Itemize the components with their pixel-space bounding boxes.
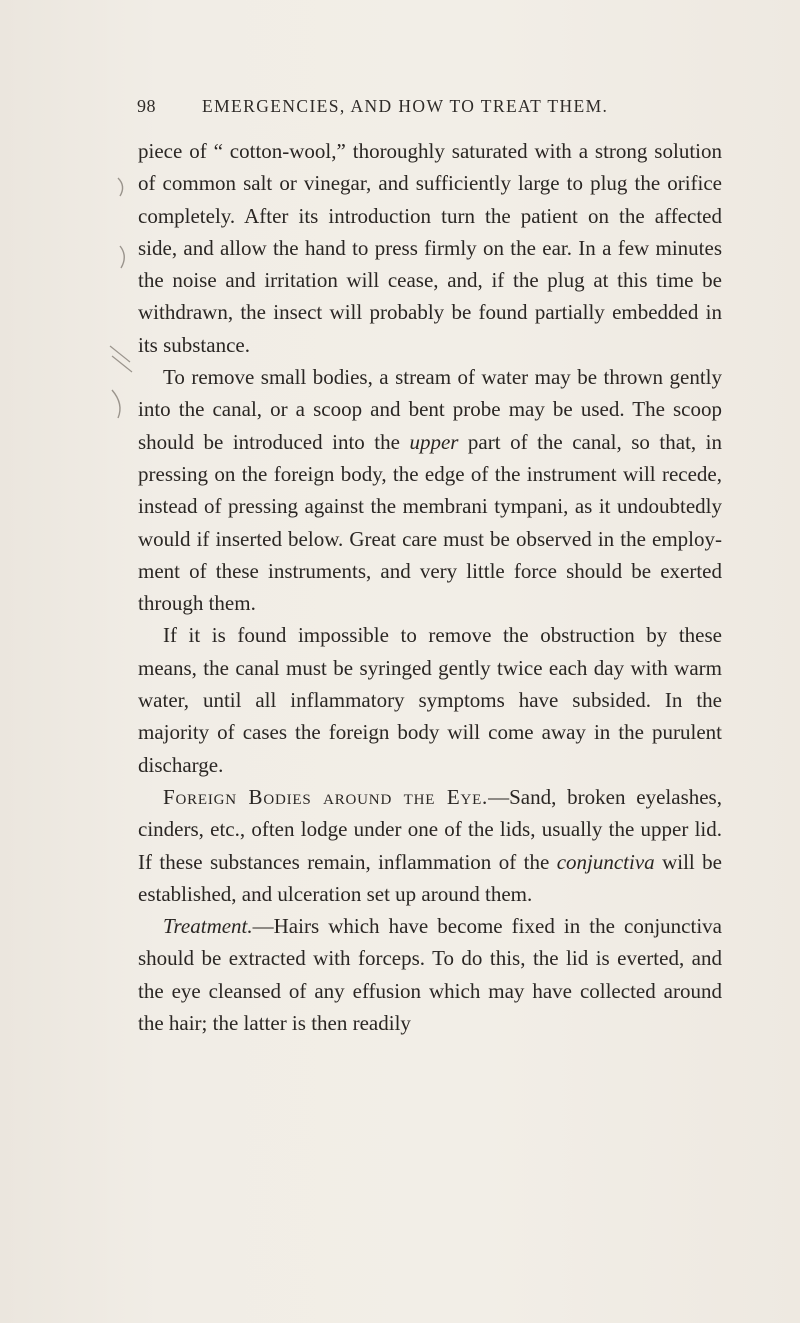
paragraph-2-emphasis: upper <box>409 429 459 454</box>
paragraph-5-text: —Hairs which have become fixed in the conjunctiva should be extracted with forceps. To do this, the lid is everted, and the eye cleansed of any effusion which may have collected around the hair; the latter is then readily <box>138 914 722 1036</box>
paragraph-3: If it is found impossible to remove the obstruction by these means, the canal must be syringed gently twice each day with warm water, until all inflammatory symptoms have subsided. In the majority of cases the foreign body will come away in the purulent discharge. <box>138 623 722 777</box>
page-header <box>137 96 737 126</box>
margin-pencil-marks <box>0 0 140 440</box>
paragraph-2-text-a: To remove small bodies, a stream of water may be thrown gently into the canal, or a scoop and bent probe may be used. The scoop should be introduced into the <box>138 365 722 454</box>
paragraph-4 <box>138 781 722 910</box>
paragraph-5 <box>138 910 722 1039</box>
paragraph-2-text-b: part of the canal, so that, in pressing on the foreign body, the edge of the instrument will recede, instead of pressing against the membrani tympani, as it undoubtedly would if inserted below. Great care must be observed in the employment of these instruments, and very little force should be exerted through them. <box>138 429 722 616</box>
body-text <box>138 135 722 1039</box>
page-number: 98 <box>137 96 156 116</box>
treatment-heading: Treatment. <box>163 914 253 939</box>
paragraph-2 <box>138 361 722 619</box>
paragraph-1: piece of “ cotton-wool,” thoroughly saturated with a strong solution of common salt or vinegar, and sufficiently large to plug the orifice completely. After its introduction turn the patient on the affected side, and allow the hand to press firmly on the ear. In a few minutes the noise and irritation will cease, and, if the plug at this time be withdrawn, the insect will probably be found partially embedded in its substance. <box>138 139 722 357</box>
paragraph-4-text-b: will be established, and ulceration set up around them. <box>138 849 722 906</box>
running-head: EMERGENCIES, AND HOW TO TREAT THEM. <box>202 96 609 116</box>
paragraph-4-emphasis: conjunctiva <box>556 849 655 874</box>
section-heading-eye: Foreign Bodies around the Eye. <box>163 784 489 809</box>
paragraph-4-text-a: —Sand, broken eyelashes, cinders, etc., often lodge under one of the lids, usually the upper lid. If these substances remain, inflammation of the <box>138 784 722 874</box>
